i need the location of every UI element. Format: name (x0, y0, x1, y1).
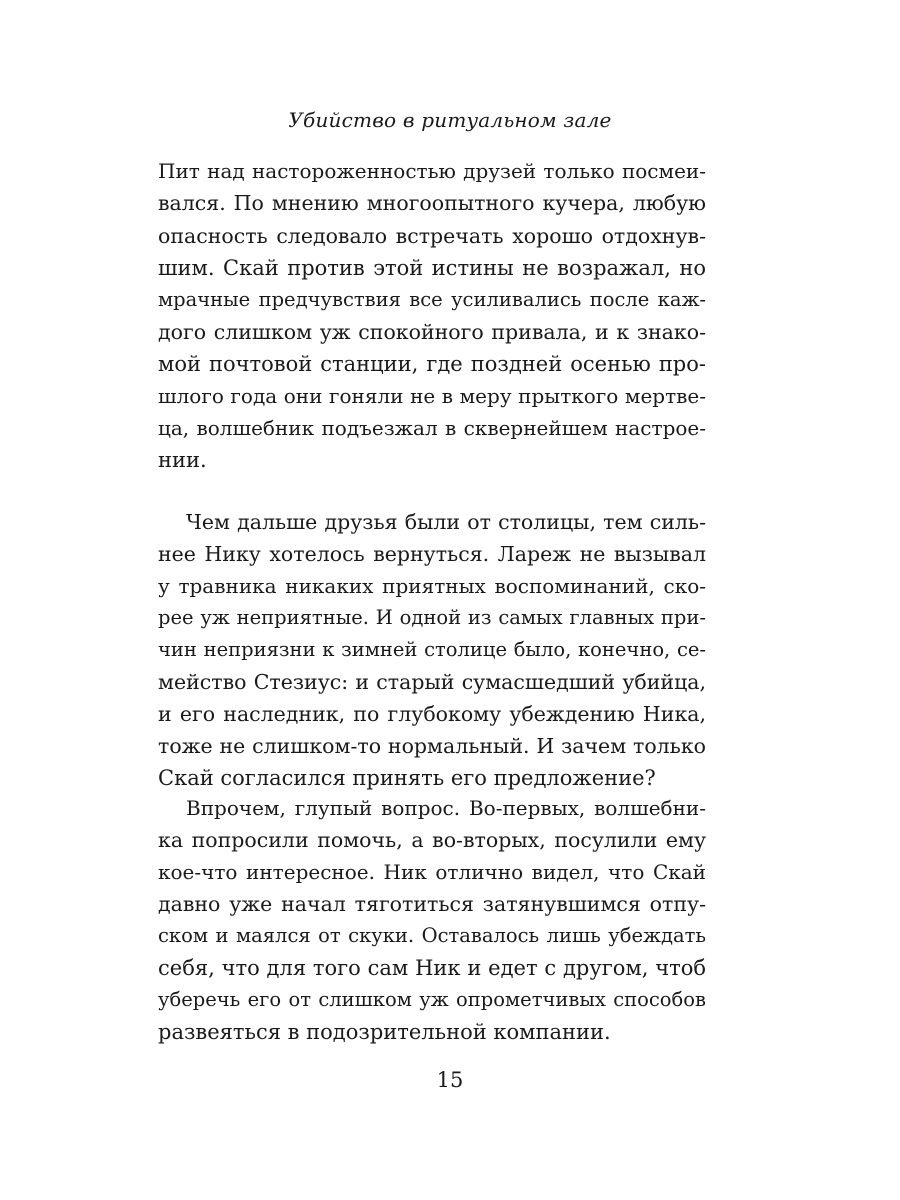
text-line: вался. По мнению многоопытного кучера, любую (158, 191, 706, 215)
page-number: 15 (436, 1068, 464, 1092)
text-line: мейство Стезиус: и старый сумасшедший убийца, (158, 670, 706, 694)
text-line: нии. (158, 448, 207, 472)
text-line: опасность следовало встречать хорошо отдохнув- (158, 224, 706, 248)
text-line: кое-что интересное. Ник отлично видел, что Скай (158, 860, 706, 884)
text-line: себя, что для того сам Ник и едет с другом, чтоб (158, 956, 706, 980)
text-line: и его наследник, по глубокому убеждению Ника, (158, 702, 706, 726)
text-line: давно уже начал тяготиться затянувшимся отпу- (158, 892, 706, 916)
text-line: тоже не слишком-то нормальный. И зачем только (158, 734, 706, 758)
text-line: Чем дальше друзья были от столицы, тем силь- (186, 510, 706, 534)
text-line: ском и маялся от скуки. Оставалось лишь убеждать (158, 924, 706, 947)
text-line: ка попросили помочь, а во-вторых, посулили ему (158, 828, 706, 852)
text-line: шлого года они гоняли не в меру прыткого мертве- (158, 384, 706, 408)
text-line: дого слишком уж спокойного привала, и к знако- (158, 320, 706, 344)
text-line: мрачные предчувствия все усиливались после каж- (158, 288, 706, 311)
text-line: шим. Скай против этой истины не возражал, но (158, 256, 706, 280)
text-line: у травника никаких приятных воспоминаний, ско- (158, 574, 706, 598)
text-line: Скай согласился принять его предложение? (158, 766, 656, 790)
text-line: развеяться в подозрительной компании. (158, 1020, 611, 1044)
text-line: нее Нику хотелось вернуться. Лареж не вызывал (158, 542, 706, 566)
text-line: мой почтовой станции, где поздней осенью про- (158, 352, 706, 376)
text-line: уберечь его от слишком уж опрометчивых способов (158, 988, 706, 1011)
text-line: Впрочем, глупый вопрос. Во-первых, волшебни- (186, 796, 706, 820)
text-line: чин неприязни к зимней столице было, конечно, се- (158, 638, 706, 661)
text-line: рее уж неприятные. И одной из самых главных при- (158, 606, 706, 629)
text-line: ца, волшебник подъезжал в сквернейшем настрое- (158, 416, 706, 440)
text-line: Пит над настороженностью друзей только посмеи- (158, 159, 706, 183)
running-head: Убийство в ритуальном зале (288, 108, 612, 132)
